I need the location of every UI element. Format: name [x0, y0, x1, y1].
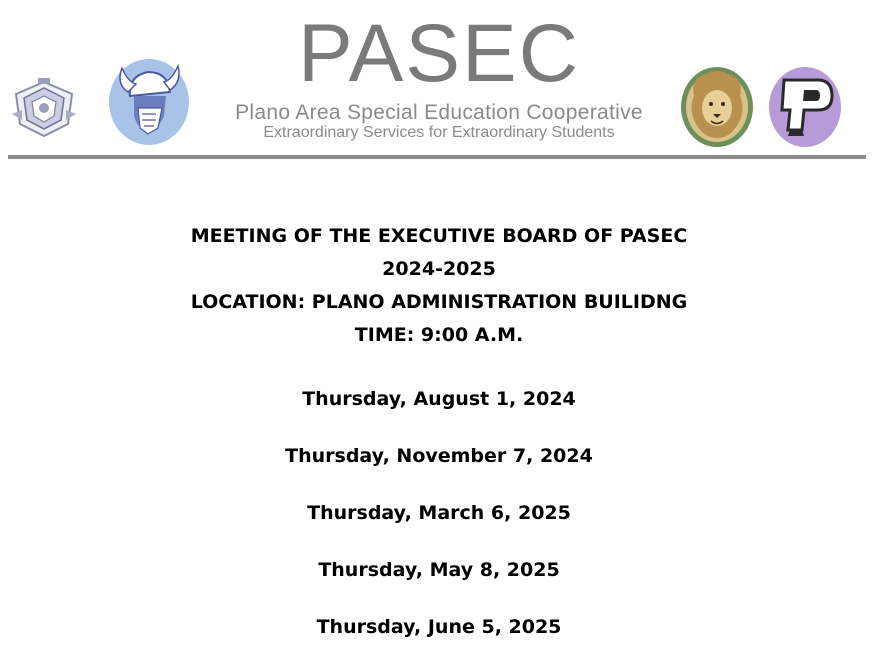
meeting-date: Thursday, November 7, 2024 [285, 445, 593, 467]
meeting-date: Thursday, March 6, 2025 [307, 502, 571, 524]
meeting-year: 2024-2025 [382, 258, 496, 280]
meeting-date: Thursday, June 5, 2025 [316, 616, 562, 638]
lion-logo [680, 66, 754, 148]
meeting-title: MEETING OF THE EXECUTIVE BOARD OF PASEC [190, 225, 688, 247]
p-logo [768, 66, 842, 148]
meeting-date: Thursday, May 8, 2025 [318, 559, 560, 581]
org-tagline: Extraordinary Services for Extraordinary Students [263, 124, 615, 141]
meeting-date: Thursday, August 1, 2024 [302, 388, 576, 410]
meeting-location: LOCATION: PLANO ADMINISTRATION BUILIDNG [190, 291, 688, 313]
header-divider [8, 155, 866, 159]
meeting-time: TIME: 9:00 A.M. [354, 324, 524, 346]
org-name: Plano Area Special Education Cooperative [235, 101, 643, 124]
org-acronym: PASEC [298, 8, 580, 99]
letterhead [0, 0, 878, 160]
meeting-header [0, 220, 878, 352]
